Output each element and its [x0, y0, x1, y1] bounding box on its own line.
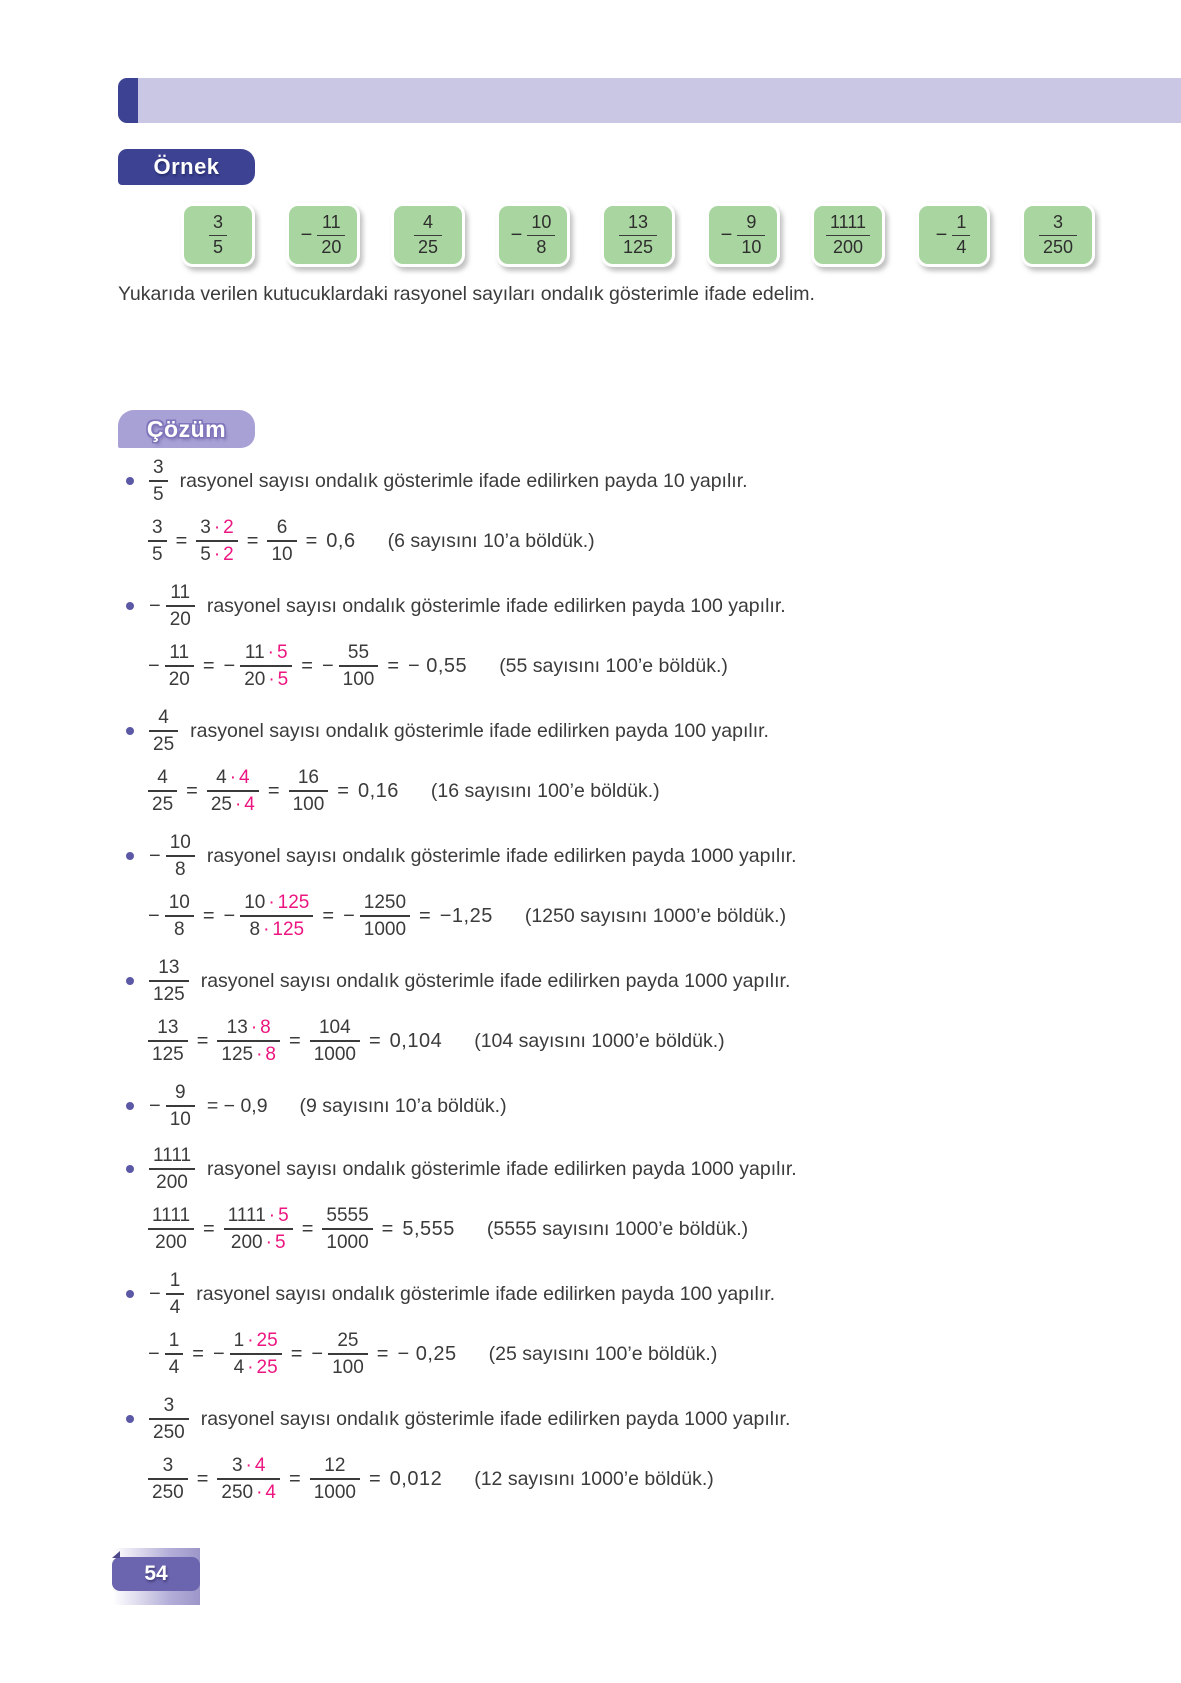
numerator: 1250 [360, 891, 410, 917]
equation-row [118, 1010, 1148, 1072]
equals-sign: = [202, 654, 215, 677]
fraction [952, 212, 970, 259]
statement-row [118, 702, 1148, 760]
statement-fraction [149, 1144, 195, 1194]
decimal-result: 0,104 [389, 1029, 443, 1052]
equation-row [118, 885, 1148, 947]
solution-badge [118, 410, 255, 448]
fraction-sign: − [935, 223, 948, 246]
statement-fraction [166, 831, 195, 881]
numerator: 1 [165, 1329, 184, 1355]
solution-item [118, 1077, 1148, 1135]
denominator: 200 [155, 1232, 187, 1253]
statement-text: = − 0,9 [206, 1094, 268, 1117]
statement-row [118, 1077, 1148, 1135]
denominator: 5 [152, 544, 163, 565]
denominator: 4 [169, 1297, 181, 1318]
fraction [209, 212, 227, 259]
fraction [1039, 212, 1077, 259]
statement-fraction-sign: − [149, 1094, 161, 1117]
division-note: (9 sayısını 10’a böldük.) [299, 1094, 507, 1117]
solution-item [118, 577, 1148, 697]
equals-sign: = [196, 1467, 209, 1490]
multiplier: · 4 [234, 794, 255, 815]
equals-sign: = [322, 904, 335, 927]
fraction-sign: − [223, 904, 236, 927]
numerator: 11 [165, 641, 194, 667]
decimal-result: −1,25 [439, 904, 493, 927]
numerator: 10 · 125 [240, 891, 313, 917]
equals-sign: = [192, 1342, 204, 1365]
equation-fraction-original [165, 891, 194, 941]
denominator: 10 [741, 236, 762, 257]
page-number-badge [112, 1557, 200, 1591]
fraction-sign: − [311, 1342, 324, 1365]
numerator: 25 [328, 1329, 368, 1355]
denominator: 4 · 25 [233, 1357, 278, 1378]
fraction-box [601, 203, 675, 267]
fraction-box [706, 203, 780, 267]
denominator: 10 [169, 1109, 191, 1130]
fraction-sign: − [148, 904, 160, 927]
numerator: 13 · 8 [217, 1016, 280, 1042]
statement-fraction [166, 1269, 185, 1319]
numerator: 4 · 4 [207, 766, 259, 792]
numerator: 1111 [826, 212, 870, 236]
equals-sign: = [246, 529, 259, 552]
multiplier: · 4 [245, 1454, 266, 1476]
denominator: 1000 [313, 1482, 356, 1503]
decimal-result: 0,6 [326, 529, 356, 552]
numerator: 10 [165, 891, 194, 917]
equals-sign: = [376, 1342, 389, 1365]
equation-fraction-result [310, 1454, 360, 1504]
bullet-icon [126, 1165, 134, 1173]
decimal-result: 0,16 [357, 779, 399, 802]
denominator: 20 · 5 [244, 669, 289, 690]
equation-row [118, 1198, 1148, 1260]
numerator: 4 [148, 766, 177, 792]
equation-fraction-result [310, 1016, 360, 1066]
fraction-sign: − [148, 1342, 160, 1365]
solution-item [118, 1140, 1148, 1260]
multiplier: · 125 [263, 919, 305, 940]
denominator: 8 [173, 919, 185, 940]
statement-fraction-sign: − [149, 1282, 161, 1305]
denominator: 125 [622, 236, 654, 257]
statement-text: rasyonel sayısı ondalık gösterimle ifade edilirken payda 100 yapılır. [206, 594, 786, 617]
denominator: 1000 [313, 1044, 356, 1065]
bullet-icon [126, 602, 134, 610]
numerator: 4 [149, 706, 178, 732]
equals-sign: = [175, 529, 188, 552]
fraction [826, 212, 870, 259]
denominator: 25 [417, 236, 439, 257]
denominator: 125 [153, 984, 185, 1005]
equation-fraction-expanded [217, 1016, 280, 1066]
numerator: 104 [310, 1016, 360, 1042]
solution-badge-label: Çözüm [146, 415, 227, 442]
statement-fraction [149, 706, 178, 756]
numerator: 11 · 5 [240, 641, 292, 667]
equals-sign: = [419, 904, 431, 927]
example-badge [118, 149, 255, 185]
multiplier: · 4 [229, 766, 250, 788]
numerator: 1111 · 5 [224, 1204, 293, 1230]
statement-text: rasyonel sayısı ondalık gösterimle ifade edilirken payda 1000 yapılır. [206, 844, 797, 867]
denominator: 125 · 8 [221, 1044, 276, 1065]
numerator: 3 · 2 [196, 516, 237, 542]
multiplier: · 5 [268, 1204, 289, 1226]
denominator: 8 · 125 [249, 919, 305, 940]
numerator: 4 [414, 212, 442, 236]
numerator: 11 [317, 212, 345, 236]
denominator: 4 [168, 1357, 180, 1378]
multiplier: · 25 [247, 1329, 278, 1351]
equation-fraction-result [322, 1204, 372, 1254]
equation-fraction-result [360, 891, 410, 941]
decimal-result: − 0,25 [397, 1342, 457, 1365]
multiplication-dot: · [268, 1204, 276, 1226]
multiplication-dot: · [256, 1482, 263, 1503]
multiplication-dot: · [267, 641, 274, 663]
solution-item [118, 1265, 1148, 1385]
numerator: 10 [166, 831, 195, 857]
division-note: (55 sayısını 100’e böldük.) [499, 654, 728, 677]
decimal-result: 5,555 [402, 1217, 455, 1240]
decimal-result: − 0,55 [408, 654, 468, 677]
fraction-sign: − [321, 654, 334, 677]
multiplier: · 8 [250, 1016, 271, 1038]
equation-row [118, 1448, 1148, 1510]
statement-text: rasyonel sayısı ondalık gösterimle ifade edilirken payda 1000 yapılır. [200, 969, 791, 992]
statement-fraction [149, 1394, 189, 1444]
multiplication-dot: · [250, 1016, 258, 1038]
equals-sign: = [381, 1217, 394, 1240]
statement-text: rasyonel sayısı ondalık gösterimle ifade edilirken payda 100 yapılır. [196, 1282, 776, 1305]
statement-fraction [149, 956, 189, 1006]
numerator: 3 [149, 456, 168, 482]
denominator: 100 [292, 794, 325, 815]
numerator: 9 [737, 212, 765, 236]
equals-sign: = [267, 779, 280, 802]
solutions-list [118, 452, 1148, 1515]
fraction [527, 212, 555, 259]
equation-row [118, 760, 1148, 822]
equation-fraction-original [148, 1204, 194, 1254]
solution-item [118, 452, 1148, 572]
numerator: 9 [166, 1081, 195, 1107]
decimal-result: 0,012 [389, 1467, 443, 1490]
equals-sign: = [289, 1029, 301, 1052]
equals-sign: = [290, 1342, 303, 1365]
denominator: 100 [342, 669, 375, 690]
equation-fraction-original [148, 516, 167, 566]
multiplication-dot: · [247, 1329, 254, 1351]
statement-row [118, 1265, 1148, 1323]
division-note: (104 sayısını 1000’e böldük.) [474, 1029, 725, 1052]
division-note: (6 sayısını 10’a böldük.) [387, 529, 595, 552]
statement-fraction-sign: − [149, 844, 161, 867]
multiplication-dot: · [213, 544, 221, 565]
equation-fraction-original [165, 1329, 184, 1379]
statement-row [118, 827, 1148, 885]
numerator: 1111 [149, 1144, 195, 1170]
multiplication-dot: · [245, 1454, 252, 1476]
denominator: 25 [153, 734, 175, 755]
bullet-icon [126, 977, 134, 985]
fraction-boxes-row [181, 203, 1095, 267]
numerator: 3 [209, 212, 227, 236]
page-number: 54 [144, 1562, 168, 1585]
statement-text: rasyonel sayısı ondalık gösterimle ifade edilirken payda 1000 yapılır. [200, 1407, 791, 1430]
fraction-box [286, 203, 360, 267]
equation-fraction-original [148, 1454, 188, 1504]
denominator: 1000 [363, 919, 407, 940]
fraction-box [181, 203, 255, 267]
denominator: 5 [212, 236, 223, 257]
numerator: 1 · 25 [230, 1329, 282, 1355]
multiplication-dot: · [213, 516, 221, 538]
equation-fraction-result [328, 1329, 368, 1379]
numerator: 1 [166, 1269, 185, 1295]
denominator: 20 [169, 609, 191, 630]
solution-item [118, 702, 1148, 822]
fraction-sign: − [343, 904, 355, 927]
statement-row [118, 952, 1148, 1010]
fraction-box [916, 203, 990, 267]
fraction-sign: − [510, 223, 523, 246]
statement-text: rasyonel sayısı ondalık gösterimle ifade edilirken payda 100 yapılır. [190, 719, 769, 742]
division-note: (12 sayısını 1000’e böldük.) [474, 1467, 714, 1490]
equation-row [118, 635, 1148, 697]
section-header-bar [118, 78, 1181, 123]
fraction [737, 212, 765, 259]
denominator: 200 [156, 1172, 188, 1193]
multiplier: · 4 [256, 1482, 276, 1503]
division-note: (1250 sayısını 1000’e böldük.) [524, 904, 787, 927]
multiplier: · 5 [265, 1232, 286, 1253]
fraction-box [391, 203, 465, 267]
numerator: 10 [527, 212, 555, 236]
bullet-icon [126, 1415, 134, 1423]
numerator: 11 [166, 581, 195, 607]
denominator: 8 [174, 859, 186, 880]
multiplication-dot: · [268, 669, 275, 690]
example-badge-label: Örnek [153, 154, 220, 179]
multiplier: · 25 [247, 1357, 278, 1378]
equals-sign: = [368, 1029, 381, 1052]
statement-row [118, 577, 1148, 635]
equation-row [118, 1323, 1148, 1385]
equation-fraction-original [148, 1016, 188, 1066]
statement-fraction [166, 581, 195, 631]
multiplication-dot: · [268, 891, 275, 913]
equation-fraction-expanded [207, 766, 259, 816]
fraction-sign: − [720, 223, 733, 246]
equals-sign: = [301, 1217, 314, 1240]
equation-fraction-expanded [240, 641, 292, 691]
fraction [414, 212, 442, 259]
denominator: 200 · 5 [230, 1232, 286, 1253]
fraction-sign: − [212, 1342, 225, 1365]
bullet-icon [126, 727, 134, 735]
denominator: 25 · 4 [210, 794, 255, 815]
numerator: 1 [952, 212, 970, 236]
equation-fraction-result [267, 516, 296, 566]
solution-item [118, 952, 1148, 1072]
denominator: 5 [153, 484, 164, 505]
denominator: 250 [1042, 236, 1074, 257]
division-note: (16 sayısını 100’e böldük.) [430, 779, 660, 802]
equals-sign: = [337, 779, 349, 802]
equation-fraction-result [289, 766, 329, 816]
multiplier: · 5 [268, 669, 289, 690]
equation-fraction-expanded [196, 516, 237, 566]
equation-fraction-result [339, 641, 379, 691]
multiplier: · 2 [213, 516, 234, 538]
multiplication-dot: · [247, 1357, 254, 1378]
solution-item [118, 827, 1148, 947]
equation-fraction-original [165, 641, 194, 691]
numerator: 13 [149, 956, 189, 982]
multiplication-dot: · [263, 919, 270, 940]
equation-fraction-original [148, 766, 177, 816]
denominator: 100 [332, 1357, 364, 1378]
fraction-sign: − [223, 654, 236, 677]
bullet-icon [126, 1102, 134, 1110]
equals-sign: = [186, 779, 198, 802]
multiplication-dot: · [265, 1232, 272, 1253]
numerator: 13 [148, 1016, 188, 1042]
denominator: 250 [152, 1482, 184, 1503]
numerator: 5555 [322, 1204, 372, 1230]
statement-fraction [149, 456, 168, 506]
fraction-box [811, 203, 885, 267]
multiplier: · 2 [213, 544, 234, 565]
fraction-sign: − [300, 223, 313, 246]
equation-fraction-expanded [224, 1204, 293, 1254]
denominator: 10 [271, 544, 293, 565]
equation-fraction-expanded [230, 1329, 282, 1379]
denominator: 250 [153, 1422, 185, 1443]
numerator: 12 [310, 1454, 360, 1480]
statement-row [118, 452, 1148, 510]
intro-text: Yukarıda verilen kutucuklardaki rasyonel sayıları ondalık gösterimle ifade edelim. [118, 283, 815, 305]
fraction [317, 212, 345, 259]
multiplication-dot: · [256, 1044, 263, 1065]
denominator: 25 [152, 794, 174, 815]
numerator: 13 [619, 212, 657, 236]
multiplier: · 8 [256, 1044, 276, 1065]
denominator: 8 [536, 236, 547, 257]
statement-row [118, 1390, 1148, 1448]
multiplier: · 125 [268, 891, 310, 913]
numerator: 16 [289, 766, 329, 792]
numerator: 3 [148, 1454, 188, 1480]
equals-sign: = [387, 654, 400, 677]
statement-fraction [166, 1081, 195, 1131]
fraction-sign: − [148, 654, 160, 677]
equals-sign: = [203, 1217, 215, 1240]
denominator: 200 [832, 236, 864, 257]
denominator: 5 · 2 [200, 544, 234, 565]
division-note: (25 sayısını 100’e böldük.) [488, 1342, 718, 1365]
statement-text: rasyonel sayısı ondalık gösterimle ifade edilirken payda 1000 yapılır. [207, 1157, 797, 1180]
numerator: 1111 [148, 1204, 194, 1230]
equation-fraction-expanded [240, 891, 313, 941]
equals-sign: = [196, 1029, 209, 1052]
denominator: 125 [152, 1044, 184, 1065]
numerator: 55 [339, 641, 379, 667]
statement-fraction-sign: − [149, 594, 161, 617]
fraction [619, 212, 657, 259]
equals-sign: = [202, 904, 215, 927]
equals-sign: = [289, 1467, 301, 1490]
multiplier: · 5 [267, 641, 288, 663]
bullet-icon [126, 1290, 134, 1298]
fraction-box [496, 203, 570, 267]
equation-row [118, 510, 1148, 572]
equals-sign: = [305, 529, 318, 552]
multiplication-dot: · [234, 794, 242, 815]
solution-item [118, 1390, 1148, 1510]
numerator: 6 [267, 516, 296, 542]
equals-sign: = [301, 654, 313, 677]
division-note: (5555 sayısını 1000’e böldük.) [486, 1217, 749, 1240]
equation-fraction-expanded [217, 1454, 280, 1504]
denominator: 20 [168, 669, 190, 690]
denominator: 4 [956, 236, 967, 257]
numerator: 3 [148, 516, 167, 542]
denominator: 250 · 4 [221, 1482, 276, 1503]
denominator: 20 [321, 236, 342, 257]
bullet-icon [126, 477, 134, 485]
statement-text: rasyonel sayısı ondalık gösterimle ifade edilirken payda 10 yapılır. [179, 469, 748, 492]
equals-sign: = [368, 1467, 381, 1490]
denominator: 1000 [326, 1232, 369, 1253]
multiplication-dot: · [229, 766, 237, 788]
bullet-icon [126, 852, 134, 860]
numerator: 3 [1039, 212, 1077, 236]
numerator: 3 · 4 [217, 1454, 280, 1480]
fraction-box [1021, 203, 1095, 267]
statement-row [118, 1140, 1148, 1198]
numerator: 3 [149, 1394, 189, 1420]
section-header-bar-cap [118, 78, 138, 123]
